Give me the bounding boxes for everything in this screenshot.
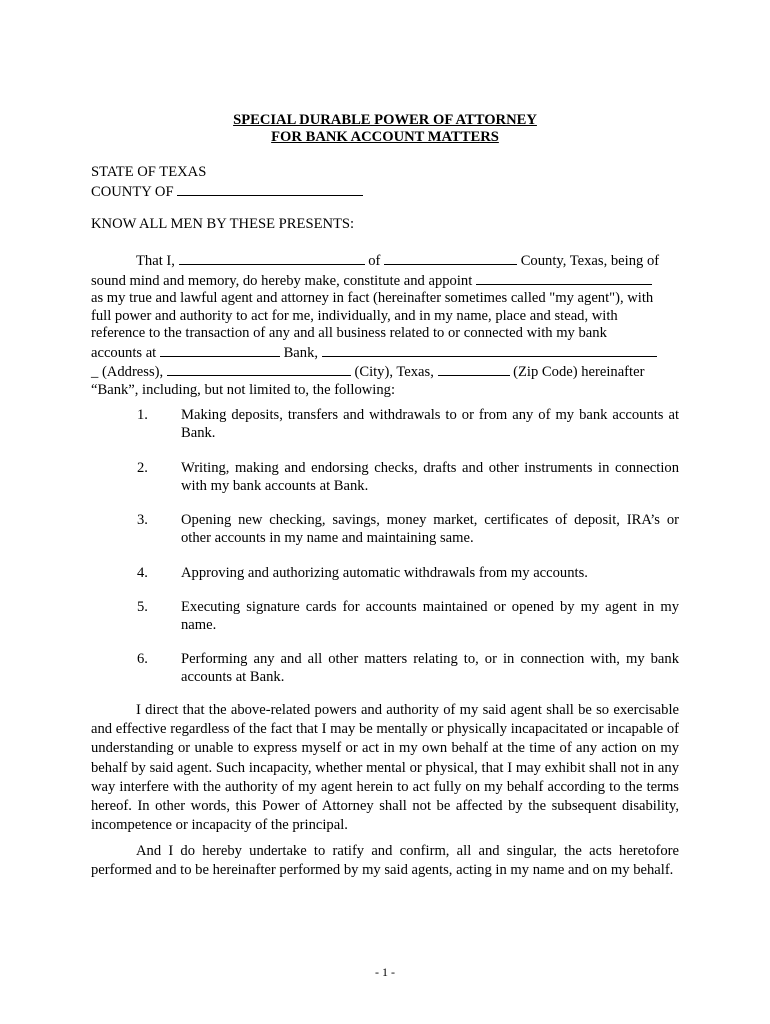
zip-blank [438, 362, 510, 376]
bank-address-blank [322, 343, 657, 357]
list-item-number: 6. [137, 651, 148, 667]
intro-line-4: full power and authority to act for me, individually, and in my name, place and stead, with [91, 307, 618, 324]
intro-text: County, Texas, being of [520, 253, 660, 269]
list-item-number: 1. [137, 407, 148, 423]
agent-name-blank [476, 271, 652, 285]
city-blank [167, 362, 351, 376]
incapacity-paragraph: I direct that the above-related powers and authority of my said agent shall be so exercisable and effective regardless of the fact that I may be mentally or physically incapacitated or incapable of understanding or unable to express myself or act in my own behalf at the time of any action on my behalf by said agent. Such incapacity, whether mental or physical, that I may exhibit shall not in any way interfere with the authority of my agent herein to act fully on my behalf according to the terms hereof. In other words, this Power of Attorney shall not be affected by the subsequent disability, incompetence or incapacity of the principal. [91, 702, 679, 834]
intro-text: That I, [136, 253, 175, 269]
list-item-text: Writing, making and endorsing checks, drafts and other instruments in connection with my bank accounts at Bank. [181, 460, 679, 494]
intro-line-1 [91, 251, 679, 271]
intro-text: sound mind and memory, do hereby make, constitute and appoint [91, 272, 473, 289]
page-number: - 1 - [375, 965, 395, 979]
county-name-blank [384, 251, 517, 265]
intro-line-7 [91, 362, 679, 382]
list-item-text: Approving and authorizing automatic withdrawals from my accounts. [181, 565, 588, 581]
county-blank [177, 182, 363, 196]
intro-text: (City), Texas, [354, 364, 434, 380]
intro-line-6 [91, 343, 679, 363]
list-item-number: 3. [137, 512, 148, 528]
intro-line-5: reference to the transaction of any and all business related to or connected with my bank [91, 325, 607, 341]
intro-text: _ (Address), [91, 364, 164, 380]
intro-line-3: as my true and lawful agent and attorney in fact (hereinafter sometimes called "my agent"), with [91, 290, 654, 306]
county-label: COUNTY OF [91, 184, 174, 200]
county-line [91, 182, 363, 202]
list-item-number: 2. [137, 460, 148, 476]
intro-line-2 [91, 271, 679, 291]
list-item-text: Executing signature cards for accounts maintained or opened by my agent in my name. [181, 599, 679, 633]
document-title-line1: SPECIAL DURABLE POWER OF ATTORNEY [233, 112, 537, 128]
intro-text: Bank, [283, 344, 319, 361]
know-all-heading: KNOW ALL MEN BY THESE PRESENTS: [91, 216, 355, 232]
intro-text: (Zip Code) hereinafter [513, 364, 645, 380]
list-item-text: Making deposits, transfers and withdrawals to or from any of my bank accounts at Bank. [181, 407, 679, 441]
state-line: STATE OF TEXAS [91, 164, 207, 180]
document-title-line2: FOR BANK ACCOUNT MATTERS [271, 129, 499, 145]
intro-paragraph [91, 251, 679, 399]
principal-name-blank [179, 251, 365, 265]
bank-name-blank [160, 343, 280, 357]
list-item-number: 4. [137, 565, 148, 581]
intro-line-8: “Bank”, including, but not limited to, the following: [91, 381, 395, 398]
list-item-number: 5. [137, 599, 148, 615]
list-item-text: Opening new checking, savings, money market, certificates of deposit, IRA’s or other accounts in my name and maintaining same. [181, 512, 679, 546]
intro-text: accounts at [91, 344, 157, 361]
list-item-text: Performing any and all other matters relating to, or in connection with, my bank accounts at Bank. [181, 651, 679, 685]
ratify-paragraph: And I do hereby undertake to ratify and confirm, all and singular, the acts heretofore performed and to be hereinafter performed by my said agents, acting in my name and on my behalf. [91, 843, 679, 879]
intro-text: of [368, 253, 381, 269]
